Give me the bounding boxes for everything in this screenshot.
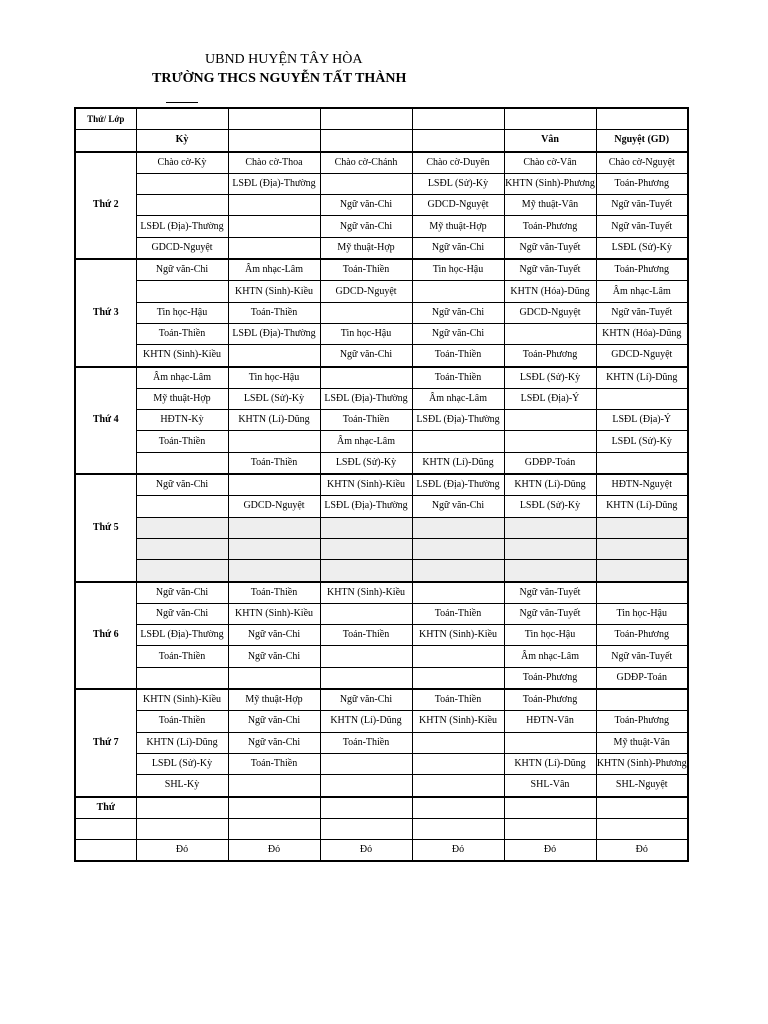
day-label: Thứ 4 bbox=[75, 367, 136, 474]
footer-cell bbox=[136, 818, 228, 839]
lesson-cell: LSĐL (Địa)-Thường bbox=[228, 323, 320, 344]
footer-day-label: Thứ bbox=[75, 797, 136, 819]
lesson-cell: GDCD-Nguyệt bbox=[320, 281, 412, 302]
lesson-cell: KHTN (Sinh)-Kiều bbox=[228, 603, 320, 624]
class-column-header bbox=[228, 130, 320, 152]
lesson-cell: Âm nhạc-Lâm bbox=[136, 367, 228, 389]
lesson-cell: LSĐL (Địa)-Ý bbox=[504, 388, 596, 409]
lesson-cell: Ngữ văn-Chi bbox=[228, 711, 320, 732]
lesson-cell: Toán-Phương bbox=[596, 625, 688, 646]
period-row bbox=[75, 646, 688, 667]
lesson-cell: Toán-Thiền bbox=[228, 753, 320, 774]
lesson-cell bbox=[504, 732, 596, 753]
lesson-cell bbox=[228, 216, 320, 237]
period-row bbox=[75, 711, 688, 732]
lesson-cell: Chào cờ-Nguyệt bbox=[596, 152, 688, 174]
lesson-cell bbox=[596, 538, 688, 559]
lesson-cell: Ngữ văn-Chi bbox=[320, 195, 412, 216]
lesson-cell bbox=[596, 582, 688, 604]
period-row bbox=[75, 753, 688, 774]
footer-cell bbox=[504, 797, 596, 819]
lesson-cell bbox=[228, 195, 320, 216]
lesson-cell: KHTN (Sinh)-Kiều bbox=[412, 711, 504, 732]
lesson-cell: Tin học-Hậu bbox=[136, 302, 228, 323]
lesson-cell: KHTN (Sinh)-Kiều bbox=[320, 474, 412, 496]
lesson-cell bbox=[412, 517, 504, 538]
period-row bbox=[75, 345, 688, 367]
empty-cell bbox=[320, 108, 412, 130]
lesson-cell: Toán-Thiền bbox=[320, 259, 412, 281]
empty-cell bbox=[504, 108, 596, 130]
period-row bbox=[75, 517, 688, 538]
lesson-cell: Mỹ thuật-Vân bbox=[596, 732, 688, 753]
empty-cell bbox=[228, 108, 320, 130]
lesson-cell: Ngữ văn-Tuyết bbox=[596, 195, 688, 216]
lesson-cell bbox=[596, 388, 688, 409]
lesson-cell: GDCD-Nguyệt bbox=[504, 302, 596, 323]
period-row bbox=[75, 173, 688, 194]
lesson-cell: Toán-Phương bbox=[504, 345, 596, 367]
lesson-cell: KHTN (Sinh)-Kiều bbox=[136, 689, 228, 711]
lesson-cell: GDĐP-Toán bbox=[596, 667, 688, 689]
lesson-cell bbox=[412, 538, 504, 559]
lesson-cell: SHL-Nguyệt bbox=[596, 775, 688, 797]
lesson-cell: Toán-Thiền bbox=[412, 689, 504, 711]
period-row bbox=[75, 560, 688, 582]
lesson-cell: Tin học-Hậu bbox=[504, 625, 596, 646]
empty-cell bbox=[75, 840, 136, 862]
lesson-cell: LSĐL (Địa)-Thường bbox=[412, 410, 504, 431]
lesson-cell: Toán-Phương bbox=[504, 216, 596, 237]
footer-cell bbox=[228, 797, 320, 819]
lesson-cell: Toán-Phương bbox=[504, 667, 596, 689]
lesson-cell: KHTN (Sinh)-Kiều bbox=[228, 281, 320, 302]
lesson-cell: Chào cờ-Kỳ bbox=[136, 152, 228, 174]
lesson-cell: Toán-Thiền bbox=[228, 302, 320, 323]
class-header-row bbox=[75, 130, 688, 152]
footer-row bbox=[75, 818, 688, 839]
lesson-cell: Toán-Thiền bbox=[320, 625, 412, 646]
lesson-cell bbox=[228, 517, 320, 538]
lesson-cell bbox=[412, 732, 504, 753]
period-row bbox=[75, 388, 688, 409]
lesson-cell bbox=[412, 667, 504, 689]
period-row bbox=[75, 667, 688, 689]
lesson-cell: KHTN (Hóa)-Dũng bbox=[504, 281, 596, 302]
lesson-cell: Ngữ văn-Tuyết bbox=[504, 259, 596, 281]
lesson-cell bbox=[136, 173, 228, 194]
lesson-cell bbox=[136, 496, 228, 517]
lesson-cell bbox=[504, 538, 596, 559]
lesson-cell bbox=[320, 538, 412, 559]
period-row bbox=[75, 195, 688, 216]
lesson-cell: Âm nhạc-Lâm bbox=[228, 259, 320, 281]
footer-cell bbox=[136, 797, 228, 819]
lesson-cell bbox=[412, 281, 504, 302]
class-column-header: Nguyệt (GD) bbox=[596, 130, 688, 152]
lesson-cell: KHTN (Lí)-Dũng bbox=[320, 711, 412, 732]
day-label: Thứ 6 bbox=[75, 582, 136, 689]
lesson-cell: Ngữ văn-Chi bbox=[320, 345, 412, 367]
lesson-cell bbox=[320, 367, 412, 389]
school-name: TRƯỜNG THCS NGUYỄN TẤT THÀNH bbox=[152, 71, 407, 86]
lesson-cell: Ngữ văn-Chi bbox=[136, 474, 228, 496]
class-column-header: Vân bbox=[504, 130, 596, 152]
period-row bbox=[75, 538, 688, 559]
footer-cell: Đỏ bbox=[136, 840, 228, 862]
corner-row bbox=[75, 108, 688, 130]
lesson-cell: Chào cờ-Duyên bbox=[412, 152, 504, 174]
lesson-cell: Toán-Phương bbox=[596, 259, 688, 281]
period-row bbox=[75, 603, 688, 624]
footer-cell: Đỏ bbox=[504, 840, 596, 862]
footer-cell: Đỏ bbox=[412, 840, 504, 862]
day-label: Thứ 2 bbox=[75, 152, 136, 259]
class-column-header bbox=[320, 130, 412, 152]
lesson-cell: KHTN (Lí)-Dũng bbox=[504, 474, 596, 496]
lesson-cell: LSĐL (Sử)-Kỳ bbox=[596, 237, 688, 259]
footer-row bbox=[75, 797, 688, 819]
lesson-cell bbox=[412, 560, 504, 582]
footer-row bbox=[75, 840, 688, 862]
lesson-cell: Toán-Thiền bbox=[136, 431, 228, 452]
period-row bbox=[75, 281, 688, 302]
day-label: Thứ 7 bbox=[75, 689, 136, 796]
lesson-cell: Toán-Thiền bbox=[228, 582, 320, 604]
lesson-cell bbox=[228, 345, 320, 367]
lesson-cell: Ngữ văn-Tuyết bbox=[596, 646, 688, 667]
lesson-cell: Ngữ văn-Tuyết bbox=[504, 582, 596, 604]
lesson-cell: LSĐL (Địa)-Thường bbox=[320, 496, 412, 517]
lesson-cell: Ngữ văn-Chi bbox=[136, 582, 228, 604]
lesson-cell: LSĐL (Địa)-Thường bbox=[320, 388, 412, 409]
lesson-cell: Ngữ văn-Chi bbox=[228, 646, 320, 667]
lesson-cell bbox=[412, 753, 504, 774]
empty-cell bbox=[75, 130, 136, 152]
lesson-cell bbox=[320, 517, 412, 538]
lesson-cell: Âm nhạc-Lâm bbox=[412, 388, 504, 409]
lesson-cell bbox=[412, 646, 504, 667]
lesson-cell bbox=[320, 603, 412, 624]
lesson-cell: LSĐL (Sử)-Kỳ bbox=[596, 431, 688, 452]
corner-label: Thứ/ Lớp bbox=[75, 108, 136, 130]
lesson-cell: Ngữ văn-Tuyết bbox=[504, 603, 596, 624]
lesson-cell: Ngữ văn-Chi bbox=[228, 625, 320, 646]
header-underline bbox=[166, 102, 198, 103]
lesson-cell: LSĐL (Sử)-Kỳ bbox=[136, 753, 228, 774]
lesson-cell bbox=[136, 517, 228, 538]
empty-cell bbox=[596, 108, 688, 130]
day-label: Thứ 3 bbox=[75, 259, 136, 366]
period-row bbox=[75, 323, 688, 344]
lesson-cell: Mỹ thuật-Vân bbox=[504, 195, 596, 216]
period-row bbox=[75, 452, 688, 474]
lesson-cell: LSĐL (Địa)-Thường bbox=[136, 216, 228, 237]
period-row bbox=[75, 625, 688, 646]
lesson-cell: LSĐL (Sử)-Kỳ bbox=[228, 388, 320, 409]
period-row bbox=[75, 732, 688, 753]
footer-cell bbox=[596, 797, 688, 819]
period-row bbox=[75, 410, 688, 431]
lesson-cell: KHTN (Sinh)-Kiều bbox=[136, 345, 228, 367]
period-row bbox=[75, 367, 688, 389]
lesson-cell: Ngữ văn-Chi bbox=[136, 603, 228, 624]
lesson-cell bbox=[320, 775, 412, 797]
lesson-cell: HĐTN-Kỳ bbox=[136, 410, 228, 431]
period-row bbox=[75, 474, 688, 496]
lesson-cell bbox=[596, 452, 688, 474]
lesson-cell: HĐTN-Vân bbox=[504, 711, 596, 732]
lesson-cell: LSĐL (Sử)-Kỳ bbox=[504, 496, 596, 517]
lesson-cell: LSĐL (Địa)-Thường bbox=[228, 173, 320, 194]
period-row bbox=[75, 216, 688, 237]
lesson-cell: KHTN (Lí)-Dũng bbox=[596, 367, 688, 389]
lesson-cell: Ngữ văn-Chi bbox=[412, 302, 504, 323]
lesson-cell bbox=[596, 517, 688, 538]
lesson-cell: LSĐL (Sử)-Kỳ bbox=[412, 173, 504, 194]
lesson-cell bbox=[504, 517, 596, 538]
lesson-cell bbox=[596, 689, 688, 711]
period-row bbox=[75, 582, 688, 604]
lesson-cell: KHTN (Lí)-Dũng bbox=[136, 732, 228, 753]
lesson-cell: SHL-Kỳ bbox=[136, 775, 228, 797]
lesson-cell bbox=[136, 452, 228, 474]
footer-cell bbox=[320, 818, 412, 839]
district-name: UBND HUYỆN TÂY HÒA bbox=[205, 52, 363, 67]
lesson-cell: KHTN (Sinh)-Kiều bbox=[320, 582, 412, 604]
lesson-cell: LSĐL (Địa)-Thường bbox=[412, 474, 504, 496]
lesson-cell: Ngữ văn-Chi bbox=[320, 216, 412, 237]
lesson-cell bbox=[136, 560, 228, 582]
lesson-cell: Mỹ thuật-Hợp bbox=[228, 689, 320, 711]
footer-cell bbox=[596, 818, 688, 839]
class-column-header: Kỳ bbox=[136, 130, 228, 152]
lesson-cell: Chào cờ-Chánh bbox=[320, 152, 412, 174]
lesson-cell bbox=[596, 560, 688, 582]
empty-cell bbox=[136, 108, 228, 130]
day-label: Thứ 5 bbox=[75, 474, 136, 581]
lesson-cell: GDCD-Nguyệt bbox=[228, 496, 320, 517]
footer-cell bbox=[228, 818, 320, 839]
footer-cell bbox=[412, 818, 504, 839]
footer-cell: Đỏ bbox=[228, 840, 320, 862]
lesson-cell bbox=[412, 431, 504, 452]
lesson-cell: Ngữ văn-Chi bbox=[412, 496, 504, 517]
lesson-cell: KHTN (Lí)-Dũng bbox=[228, 410, 320, 431]
lesson-cell bbox=[320, 667, 412, 689]
lesson-cell: Ngữ văn-Chi bbox=[136, 259, 228, 281]
lesson-cell: Mỹ thuật-Hợp bbox=[320, 237, 412, 259]
footer-cell bbox=[320, 797, 412, 819]
lesson-cell bbox=[412, 775, 504, 797]
lesson-cell: Mỹ thuật-Hợp bbox=[412, 216, 504, 237]
lesson-cell bbox=[136, 667, 228, 689]
timetable bbox=[74, 107, 689, 862]
empty-cell bbox=[75, 818, 136, 839]
footer-cell: Đỏ bbox=[596, 840, 688, 862]
period-row bbox=[75, 152, 688, 174]
lesson-cell: Mỹ thuật-Hợp bbox=[136, 388, 228, 409]
lesson-cell: GDĐP-Toán bbox=[504, 452, 596, 474]
lesson-cell: GDCD-Nguyệt bbox=[412, 195, 504, 216]
period-row bbox=[75, 496, 688, 517]
footer-cell bbox=[412, 797, 504, 819]
lesson-cell bbox=[136, 195, 228, 216]
lesson-cell: Toán-Thiền bbox=[136, 711, 228, 732]
lesson-cell: Toán-Thiền bbox=[228, 452, 320, 474]
lesson-cell: KHTN (Lí)-Dũng bbox=[596, 496, 688, 517]
lesson-cell bbox=[504, 560, 596, 582]
lesson-cell bbox=[504, 431, 596, 452]
lesson-cell: Ngữ văn-Tuyết bbox=[596, 302, 688, 323]
lesson-cell: LSĐL (Địa)-Thường bbox=[136, 625, 228, 646]
lesson-cell: Ngữ văn-Tuyết bbox=[504, 237, 596, 259]
period-row bbox=[75, 259, 688, 281]
lesson-cell: Tin học-Hậu bbox=[412, 259, 504, 281]
period-row bbox=[75, 689, 688, 711]
lesson-cell: Toán-Phương bbox=[596, 711, 688, 732]
lesson-cell: Toán-Thiền bbox=[320, 732, 412, 753]
lesson-cell bbox=[504, 323, 596, 344]
lesson-cell: Tin học-Hậu bbox=[596, 603, 688, 624]
lesson-cell: Toán-Thiền bbox=[412, 603, 504, 624]
footer-cell bbox=[504, 818, 596, 839]
lesson-cell bbox=[320, 302, 412, 323]
lesson-cell: SHL-Vân bbox=[504, 775, 596, 797]
lesson-cell bbox=[228, 538, 320, 559]
lesson-cell: LSĐL (Sử)-Kỳ bbox=[504, 367, 596, 389]
lesson-cell: KHTN (Sinh)-Phương bbox=[504, 173, 596, 194]
lesson-cell: Ngữ văn-Chi bbox=[320, 689, 412, 711]
class-column-header bbox=[412, 130, 504, 152]
lesson-cell: KHTN (Lí)-Dũng bbox=[412, 452, 504, 474]
lesson-cell: Âm nhạc-Lâm bbox=[596, 281, 688, 302]
lesson-cell: KHTN (Lí)-Dũng bbox=[504, 753, 596, 774]
lesson-cell bbox=[504, 410, 596, 431]
lesson-cell: Toán-Phương bbox=[504, 689, 596, 711]
lesson-cell: KHTN (Sinh)-Kiều bbox=[412, 625, 504, 646]
period-row bbox=[75, 775, 688, 797]
period-row bbox=[75, 237, 688, 259]
period-row bbox=[75, 431, 688, 452]
lesson-cell bbox=[228, 237, 320, 259]
lesson-cell: Toán-Phương bbox=[596, 173, 688, 194]
lesson-cell bbox=[136, 538, 228, 559]
lesson-cell bbox=[136, 281, 228, 302]
lesson-cell bbox=[228, 431, 320, 452]
lesson-cell bbox=[228, 474, 320, 496]
lesson-cell: Ngữ văn-Chi bbox=[412, 323, 504, 344]
lesson-cell: Toán-Thiền bbox=[412, 367, 504, 389]
lesson-cell: KHTN (Sinh)-Phương bbox=[596, 753, 688, 774]
lesson-cell: Ngữ văn-Tuyết bbox=[596, 216, 688, 237]
lesson-cell bbox=[320, 173, 412, 194]
lesson-cell: HĐTN-Nguyệt bbox=[596, 474, 688, 496]
lesson-cell bbox=[228, 667, 320, 689]
lesson-cell: GDCD-Nguyệt bbox=[136, 237, 228, 259]
lesson-cell bbox=[228, 560, 320, 582]
period-row bbox=[75, 302, 688, 323]
lesson-cell: Chào cờ-Vân bbox=[504, 152, 596, 174]
empty-cell bbox=[412, 108, 504, 130]
footer-cell: Đỏ bbox=[320, 840, 412, 862]
lesson-cell: KHTN (Hóa)-Dũng bbox=[596, 323, 688, 344]
lesson-cell bbox=[320, 753, 412, 774]
lesson-cell: GDCD-Nguyệt bbox=[596, 345, 688, 367]
lesson-cell bbox=[228, 775, 320, 797]
lesson-cell: Toán-Thiền bbox=[136, 646, 228, 667]
lesson-cell: Toán-Thiền bbox=[412, 345, 504, 367]
lesson-cell: Toán-Thiền bbox=[136, 323, 228, 344]
lesson-cell: Toán-Thiền bbox=[320, 410, 412, 431]
lesson-cell: Ngữ văn-Chi bbox=[412, 237, 504, 259]
lesson-cell: Tin học-Hậu bbox=[228, 367, 320, 389]
lesson-cell: Âm nhạc-Lâm bbox=[320, 431, 412, 452]
lesson-cell bbox=[320, 560, 412, 582]
lesson-cell: Âm nhạc-Lâm bbox=[504, 646, 596, 667]
lesson-cell bbox=[412, 582, 504, 604]
lesson-cell: LSĐL (Sử)-Kỳ bbox=[320, 452, 412, 474]
lesson-cell: LSĐL (Địa)-Ý bbox=[596, 410, 688, 431]
lesson-cell bbox=[320, 646, 412, 667]
lesson-cell: Chào cờ-Thoa bbox=[228, 152, 320, 174]
lesson-cell: Ngữ văn-Chi bbox=[228, 732, 320, 753]
lesson-cell: Tin học-Hậu bbox=[320, 323, 412, 344]
